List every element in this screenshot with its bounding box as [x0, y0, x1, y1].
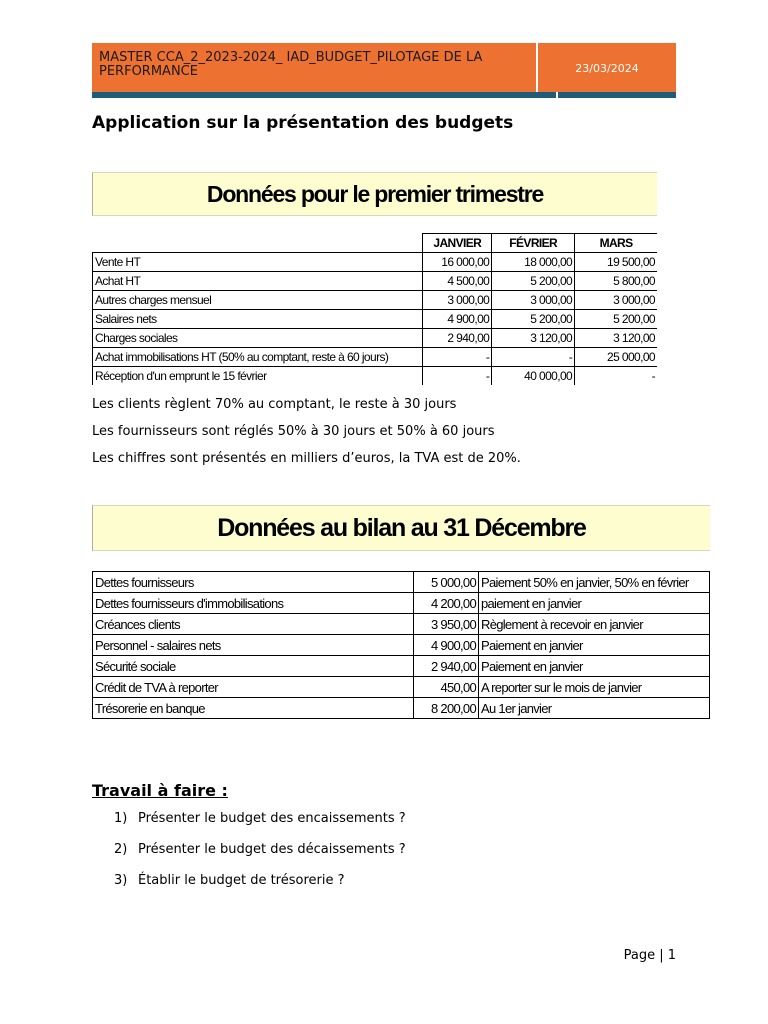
- cell-value: -: [423, 367, 492, 386]
- cell-note: Paiement en janvier: [479, 656, 710, 677]
- cell-value: -: [492, 348, 575, 367]
- cell-note: Paiement 50% en janvier, 50% en février: [479, 572, 710, 593]
- cell-note: paiement en janvier: [479, 593, 710, 614]
- cell-note: Paiement en janvier: [479, 635, 710, 656]
- cell-amount: 4 900,00: [414, 635, 479, 656]
- cell-value: 19 500,00: [575, 253, 657, 272]
- row-label: Crédit de TVA à reporter: [93, 677, 414, 698]
- cell-value: 3 000,00: [575, 291, 657, 310]
- section2-title: Données au bilan au 31 Décembre: [92, 505, 710, 551]
- row-label: Achat immobilisations HT (50% au comptant, reste à 60 jours): [93, 348, 423, 367]
- row-label: Créances clients: [93, 614, 414, 635]
- row-label: Dettes fournisseurs: [93, 572, 414, 593]
- cell-value: 5 200,00: [492, 310, 575, 329]
- table-row: [93, 310, 658, 329]
- row-label: Sécurité sociale: [93, 656, 414, 677]
- table-row: [93, 348, 658, 367]
- col-header-janvier: JANVIER: [423, 234, 492, 253]
- cell-value: 3 000,00: [423, 291, 492, 310]
- col-header-fevrier: FÉVRIER: [492, 234, 575, 253]
- cell-amount: 3 950,00: [414, 614, 479, 635]
- row-label: Réception d'un emprunt le 15 février: [93, 367, 423, 386]
- task-number: 3): [114, 873, 128, 888]
- col-header-mars: MARS: [575, 234, 657, 253]
- row-label: Vente HT: [93, 253, 423, 272]
- task-text: Présenter le budget des décaissements ?: [138, 842, 406, 857]
- row-label: Charges sociales: [93, 329, 423, 348]
- table-row: [93, 635, 710, 656]
- table-row: [93, 291, 658, 310]
- table-row: [93, 572, 710, 593]
- note-clients: Les clients règlent 70% au comptant, le reste à 30 jours: [92, 397, 457, 412]
- document-title: Application sur la présentation des budgets: [92, 113, 514, 133]
- section1-title: Données pour le premier trimestre: [92, 172, 657, 216]
- row-label: Trésorerie en banque: [93, 698, 414, 719]
- cell-value: -: [423, 348, 492, 367]
- cell-value: 16 000,00: [423, 253, 492, 272]
- cell-amount: 4 200,00: [414, 593, 479, 614]
- header-date: 23/03/2024: [575, 62, 639, 75]
- quarter-data-table: [92, 233, 657, 385]
- cell-amount: 450,00: [414, 677, 479, 698]
- page-header: [92, 43, 676, 92]
- cell-value: 5 200,00: [492, 272, 575, 291]
- page-number: Page | 1: [623, 948, 676, 963]
- table-header-blank: [93, 234, 423, 253]
- table-row: [93, 677, 710, 698]
- cell-value: 3 120,00: [575, 329, 657, 348]
- table-header-row: [93, 234, 658, 253]
- cell-value: 18 000,00: [492, 253, 575, 272]
- cell-value: 5 200,00: [575, 310, 657, 329]
- work-title: Travail à faire :: [92, 781, 228, 800]
- task-item: [114, 811, 406, 826]
- table-row: [93, 367, 658, 386]
- note-fournisseurs: Les fournisseurs sont réglés 50% à 30 jours et 50% à 60 jours: [92, 424, 495, 439]
- cell-value: 4 900,00: [423, 310, 492, 329]
- table-row: [93, 329, 658, 348]
- task-number: 1): [114, 811, 128, 826]
- table-row: [93, 272, 658, 291]
- task-item: [114, 873, 345, 888]
- cell-value: 25 000,00: [575, 348, 657, 367]
- row-label: Dettes fournisseurs d'immobilisations: [93, 593, 414, 614]
- cell-value: 2 940,00: [423, 329, 492, 348]
- table-row: [93, 656, 710, 677]
- note-unites: Les chiffres sont présentés en milliers d’euros, la TVA est de 20%.: [92, 451, 521, 466]
- table-row: [93, 593, 710, 614]
- task-text: Présenter le budget des encaissements ?: [138, 811, 406, 826]
- row-label: Autres charges mensuel: [93, 291, 423, 310]
- table-row: [93, 614, 710, 635]
- cell-note: Règlement à recevoir en janvier: [479, 614, 710, 635]
- cell-amount: 2 940,00: [414, 656, 479, 677]
- header-bar: [92, 92, 676, 98]
- cell-note: Au 1er janvier: [479, 698, 710, 719]
- balance-sheet-table: [92, 571, 710, 719]
- row-label: Personnel - salaires nets: [93, 635, 414, 656]
- cell-value: -: [575, 367, 657, 386]
- row-label: Achat HT: [93, 272, 423, 291]
- cell-amount: 5 000,00: [414, 572, 479, 593]
- cell-note: A reporter sur le mois de janvier: [479, 677, 710, 698]
- task-item: [114, 842, 406, 857]
- task-text: Établir le budget de trésorerie ?: [138, 873, 345, 888]
- header-title: MASTER CCA_2_2023-2024_ IAD_BUDGET_PILOTAGE DE LA PERFORMANCE: [92, 43, 538, 92]
- cell-amount: 8 200,00: [414, 698, 479, 719]
- table-row: [93, 253, 658, 272]
- cell-value: 4 500,00: [423, 272, 492, 291]
- cell-value: 3 000,00: [492, 291, 575, 310]
- cell-value: 5 800,00: [575, 272, 657, 291]
- cell-value: 40 000,00: [492, 367, 575, 386]
- row-label: Salaires nets: [93, 310, 423, 329]
- task-number: 2): [114, 842, 128, 857]
- cell-value: 3 120,00: [492, 329, 575, 348]
- table-row: [93, 698, 710, 719]
